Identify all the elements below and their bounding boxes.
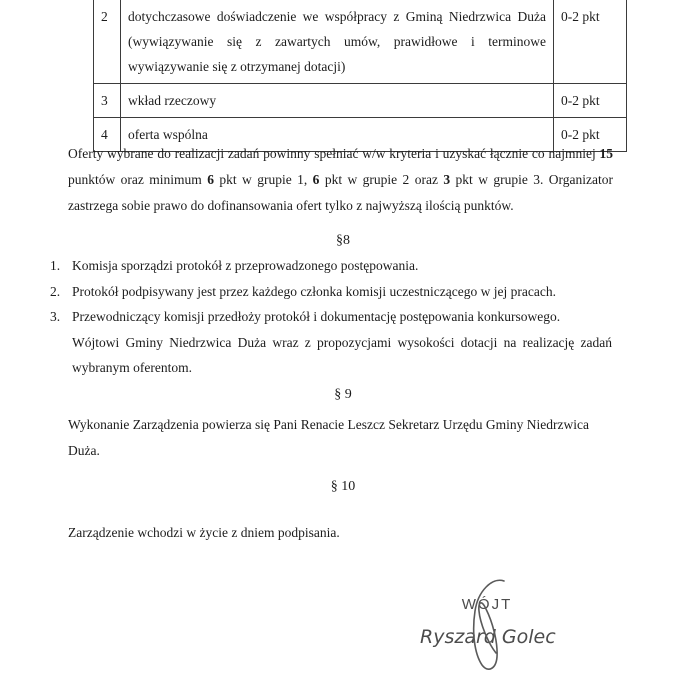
criterion-desc-cell: dotychczasowe doświadczenie we współpracy z Gminą Niedrzwica Duża (wywiązywanie się z zawartych umów, prawidłowe i terminowe wywiązywanie się z otrzymanej dotacji) xyxy=(121,0,554,84)
section-8-list xyxy=(50,253,612,381)
paragraph-text: punktów oraz minimum xyxy=(68,172,208,187)
group1-points: 6 xyxy=(207,172,214,187)
group2-points: 6 xyxy=(312,172,320,187)
section-9-heading: § 9 xyxy=(334,387,352,402)
row-number-cell: 2 xyxy=(94,0,121,84)
list-item xyxy=(50,304,612,330)
criteria-summary-paragraph xyxy=(68,141,613,219)
list-item xyxy=(50,253,612,279)
list-item-text: Przewodniczący komisji przedłoży protokół i dokumentację postępowania konkursowego. xyxy=(72,309,561,324)
list-item-number: 2. xyxy=(50,283,61,299)
list-item-number: 3. xyxy=(50,309,61,324)
table-row xyxy=(94,0,627,84)
paragraph-text: pkt w grupie 3. Organizator zastrzega sobie prawo do dofinansowania ofert tylko z najwyższą ilością punktów. xyxy=(68,172,614,213)
section-8-heading: §8 xyxy=(336,233,350,248)
paragraph-text: Oferty wybrane do realizacji zadań powinny spełniać w/w kryteria i uzyskać łącznie co najmniej xyxy=(68,146,600,161)
points-cell: 0-2 pkt xyxy=(554,84,627,118)
list-item-text: Protokół podpisywany jest przez każdego członka komisji uczestniczącego w jej pracach. xyxy=(72,283,556,299)
criterion-desc-cell: oferta wspólna xyxy=(121,118,554,152)
points-cell: 0-2 pkt xyxy=(554,0,627,84)
table-row xyxy=(94,84,627,118)
list-continuation-text: Wójtowi Gminy Niedrzwica Duża wraz z propozycjami wysokości dotacji na realizację zadań wybranym oferentom. xyxy=(72,334,612,375)
list-item-number: 1. xyxy=(50,258,61,273)
section-9-text: Wykonanie Zarządzenia powierza się Pani Renacie Leszcz Sekretarz Urzędu Gminy Niedrzwica Duża. xyxy=(68,417,589,458)
row-number-cell: 4 xyxy=(94,118,121,152)
criterion-desc-cell: wkład rzeczowy xyxy=(121,84,554,118)
list-item xyxy=(50,279,612,305)
signature-name: Ryszard Golec xyxy=(420,626,556,648)
section-10-text: Zarządzenie wchodzi w życie z dniem podpisania. xyxy=(68,525,340,540)
criteria-table xyxy=(93,0,627,152)
min-total-points: 15 xyxy=(599,146,613,161)
row-number-cell: 3 xyxy=(94,84,121,118)
paragraph-text: pkt w grupie 2 oraz xyxy=(319,172,444,187)
signature-title: WÓJT xyxy=(461,596,513,613)
section-10-heading: § 10 xyxy=(330,479,356,494)
paragraph-text: pkt w grupie 1, xyxy=(213,172,313,187)
list-item-text: Komisja sporządzi protokół z przeprowadzonego postępowania. xyxy=(72,258,419,273)
points-cell: 0-2 pkt xyxy=(554,118,627,152)
group3-points: 3 xyxy=(443,172,451,187)
